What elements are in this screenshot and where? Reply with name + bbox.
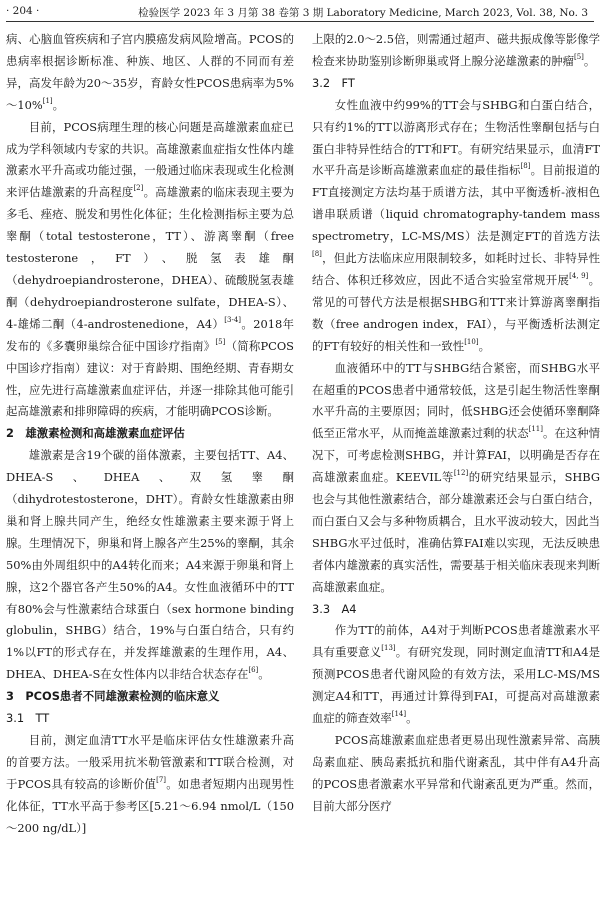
citation-ref[interactable]: [6] [248, 666, 259, 675]
citation-ref[interactable]: [10] [464, 337, 479, 346]
running-header [6, 3, 594, 22]
paragraph: 雄激素是含19个碳的甾体激素，主要包括TT、A4、DHEA-S、DHEA、双氢睾酮（dihydrotestosterone，DHT）。育龄女性雄激素由卵巢和肾上腺共同产生，绝经女性雄激素主要来源于肾上腺。生理情况下，卵巢和肾上腺各产生25%的睾酮，其余50%由外周组织中的A4转化而来；A4来源于卵巢和肾上腺，这2个器官各产生50%的A4。女性血液循环中的TT有80%会与性激素结合球蛋白（sex hormone binding globulin，SHBG）结合，19%与白蛋白结合，只有约1%以FT的形式存在，并发挥雄激素的生理作用，A4、DHEA、DHEA-S在女性体内以非结合状态存在[6]。 [6, 448, 294, 682]
citation-ref[interactable]: [3-4] [224, 315, 242, 324]
journal-citation: 检验医学 2023 年 3 月第 38 卷第 3 期 Laboratory Medicine, March 2023, Vol. 38, No. 3 [138, 7, 588, 19]
citation-ref[interactable]: [2] [133, 184, 144, 193]
citation-ref[interactable]: [5] [574, 52, 584, 61]
subsection-heading-3-3: 3.3 A4 [312, 601, 357, 616]
citation-ref[interactable]: [5] [215, 337, 226, 346]
right-column [312, 29, 600, 818]
paragraph: 作为TT的前体，A4对于判断PCOS患者雄激素水平具有重要意义[13]。有研究发现，同时测定血清TT和A4是预测PCOS患者代谢风险的有效方法，采用LC-MS/MS测定A4和TT，再通过计算得到FAI，可提高对高雄激素血症的筛查效率[14]。 [312, 623, 600, 726]
paragraph: 病、心脑血管疾病和子宫内膜癌发病风险增高。PCOS的患病率根据诊断标准、种族、地区、人群的不同而有差异，高发年龄为20～35岁，育龄女性PCOS患病率为5%～10%[1]。 [6, 32, 294, 112]
paragraph: 上限的2.0～2.5倍，则需通过超声、磁共振成像等影像学检查来协助鉴别诊断卵巢或肾上腺分泌雄激素的肿瘤[5]。 [312, 32, 600, 68]
citation-ref[interactable]: [8] [312, 250, 322, 259]
citation-ref[interactable]: [4, 9] [569, 271, 589, 280]
left-column [6, 29, 294, 840]
citation-ref[interactable]: [12] [453, 469, 469, 478]
citation-ref[interactable]: [7] [156, 775, 167, 784]
citation-ref[interactable]: [13] [381, 644, 396, 653]
paragraph: 目前，测定血清TT水平是临床评估女性雄激素升高的首要方法。一般采用抗米勒管激素和TT联合检测，对于PCOS具有较高的诊断价值[7]。如患者短期内出现男性化体征，TT水平高于参考区[5.21～6.94 nmol/L（150～200 ng/dL）] [6, 733, 294, 835]
section-heading-3: 3 PCOS患者不同雄激素检测的临床意义 [6, 689, 220, 704]
subsection-heading-3-2: 3.2 FT [312, 75, 355, 90]
citation-ref[interactable]: [1] [42, 96, 53, 105]
citation-ref[interactable]: [14] [391, 710, 407, 719]
section-heading-2: 2 雄激素检测和高雄激素血症评估 [6, 426, 185, 441]
citation-ref[interactable]: [8] [520, 162, 531, 171]
paragraph: PCOS高雄激素血症患者更易出现性激素异常、高胰岛素血症、胰岛素抵抗和脂代谢紊乱，其中伴有A4升高的PCOS患者激素水平异常和代谢紊乱更为严重。然而，目前大部分医疗 [312, 733, 600, 813]
paragraph: 血液循环中的TT与SHBG结合紧密，而SHBG水平在超重的PCOS患者中通常较低，这是引起生物活性睾酮水平升高的主要原因；同时，低SHBG还会使循环睾酮降低至正常水平，从而掩盖雄激素过剩的状态[11]。在这种情况下，可考虑检测SHBG，并计算FAI，以明确是否存在高雄激素血症。KEEVIL等[12]的研究结果显示，SHBG也会与其他性激素结合，部分雄激素还会与白蛋白结合，而白蛋白又会与多种物质耦合，且水平波动较大，因此当SHBG水平过低时，准确估算FAI难以实现，无法反映患者体内雄激素的真实活性，需要基于相关临床表现来判断高雄激素血症。 [312, 360, 600, 594]
subsection-heading-3-1: 3.1 TT [6, 711, 50, 726]
paragraph: 女性血液中约99%的TT会与SHBG和白蛋白结合，只有约1%的TT以游离形式存在；生物活性睾酮包括与白蛋白非特异性结合的TT和FT。有研究结果显示，血清FT水平升高是诊断高雄激素血症的最佳指标[8]。目前报道的FT直接测定方法均基于质谱方法，其中平衡透析-液相色谱串联质谱（liquid chromatography-tandem mass spectrometry，LC-MS/MS）法是测定FT的首选方法[8]，但此方法临床应用限制较多，如耗时过长、非特异性结合、体积迁移效应，因此不适合实验室常规开展[4, 9]。常见的可替代方法是根据SHBG和TT来计算游离睾酮指数（free androgen index，FAI），与平衡透析法测定的FT有较好的相关性和一致性[10]。 [312, 97, 600, 353]
paragraph: 目前，PCOS病理生理的核心问题是高雄激素血症已成为学科领域内专家的共识。高雄激素血症指女性体内雄激素水平升高或功能过强，一般通过临床表现或生化检测来评估雄激素的升高程度[2]。高雄激素的临床表现主要为多毛、痤疮、脱发和男性化体征；生化检测指标主要为总睾酮（total testosterone，TT）、游离睾酮（free testosterone，FT）、脱氢表雄酮（dehydroepiandrosterone，DHEA）、硫酸脱氢表雄酮（dehydroepiandrosterone sulfate，DHEA-S）、4-雄烯二酮（4-androstenedione，A4）[3-4]。2018年发布的《多囊卵巢综合征中国诊疗指南》[5]（简称PCOS中国诊疗指南）建议：对于育龄期、围绝经期、青春期女性，应先进行高雄激素血症评估，并逐一排除其他可能引起高雄激素和排卵障碍的疾病，才能明确PCOS诊断。 [6, 119, 294, 419]
citation-ref[interactable]: [11] [528, 425, 543, 434]
page-number: · 204 · [6, 5, 40, 17]
